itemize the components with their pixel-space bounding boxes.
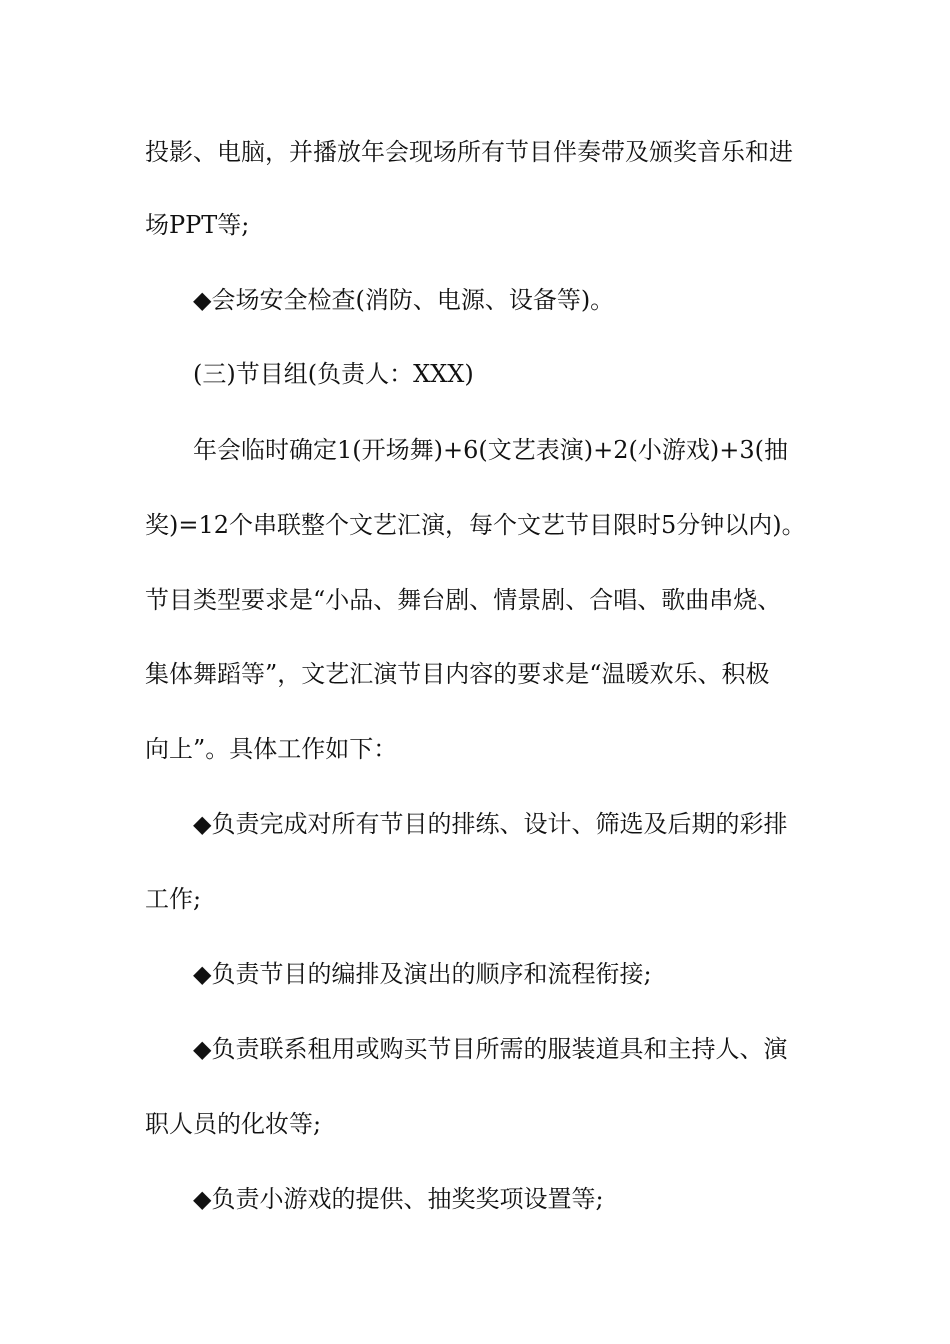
paragraph-line-1: 投影、电脑，并播放年会现场所有节目伴奏带及颁奖音乐和进	[145, 138, 793, 166]
paragraph-line-9: 向上”。具体工作如下：	[145, 735, 398, 763]
bullet-costumes: ◆负责联系租用或购买节目所需的服装道具和主持人、演	[193, 1035, 788, 1063]
bullet-arrangement: ◆负责节目的编排及演出的顺序和流程衔接;	[193, 960, 652, 988]
bullet-games-lottery: ◆负责小游戏的提供、抽奖奖项设置等;	[193, 1185, 604, 1213]
bullet-rehearsal-continued: 工作;	[145, 885, 202, 913]
paragraph-line-6: 奖)=12个串联整个文艺汇演，每个文艺节目限时5分钟以内)。	[145, 511, 806, 539]
bullet-rehearsal: ◆负责完成对所有节目的排练、设计、筛选及后期的彩排	[193, 810, 788, 838]
section-heading-program-group: (三)节目组(负责人：XXX)	[193, 360, 474, 388]
paragraph-line-7: 节目类型要求是“小品、舞台剧、情景剧、合唱、歌曲串烧、	[145, 586, 782, 614]
bullet-costumes-continued: 职人员的化妆等;	[145, 1110, 322, 1138]
bullet-safety-check: ◆会场安全检查(消防、电源、设备等)。	[193, 286, 615, 314]
paragraph-line-5: 年会临时确定1(开场舞)+6(文艺表演)+2(小游戏)+3(抽	[193, 436, 788, 464]
paragraph-line-8: 集体舞蹈等”，文艺汇演节目内容的要求是“温暖欢乐、积极	[145, 660, 770, 688]
paragraph-line-2: 场PPT等;	[145, 211, 250, 239]
